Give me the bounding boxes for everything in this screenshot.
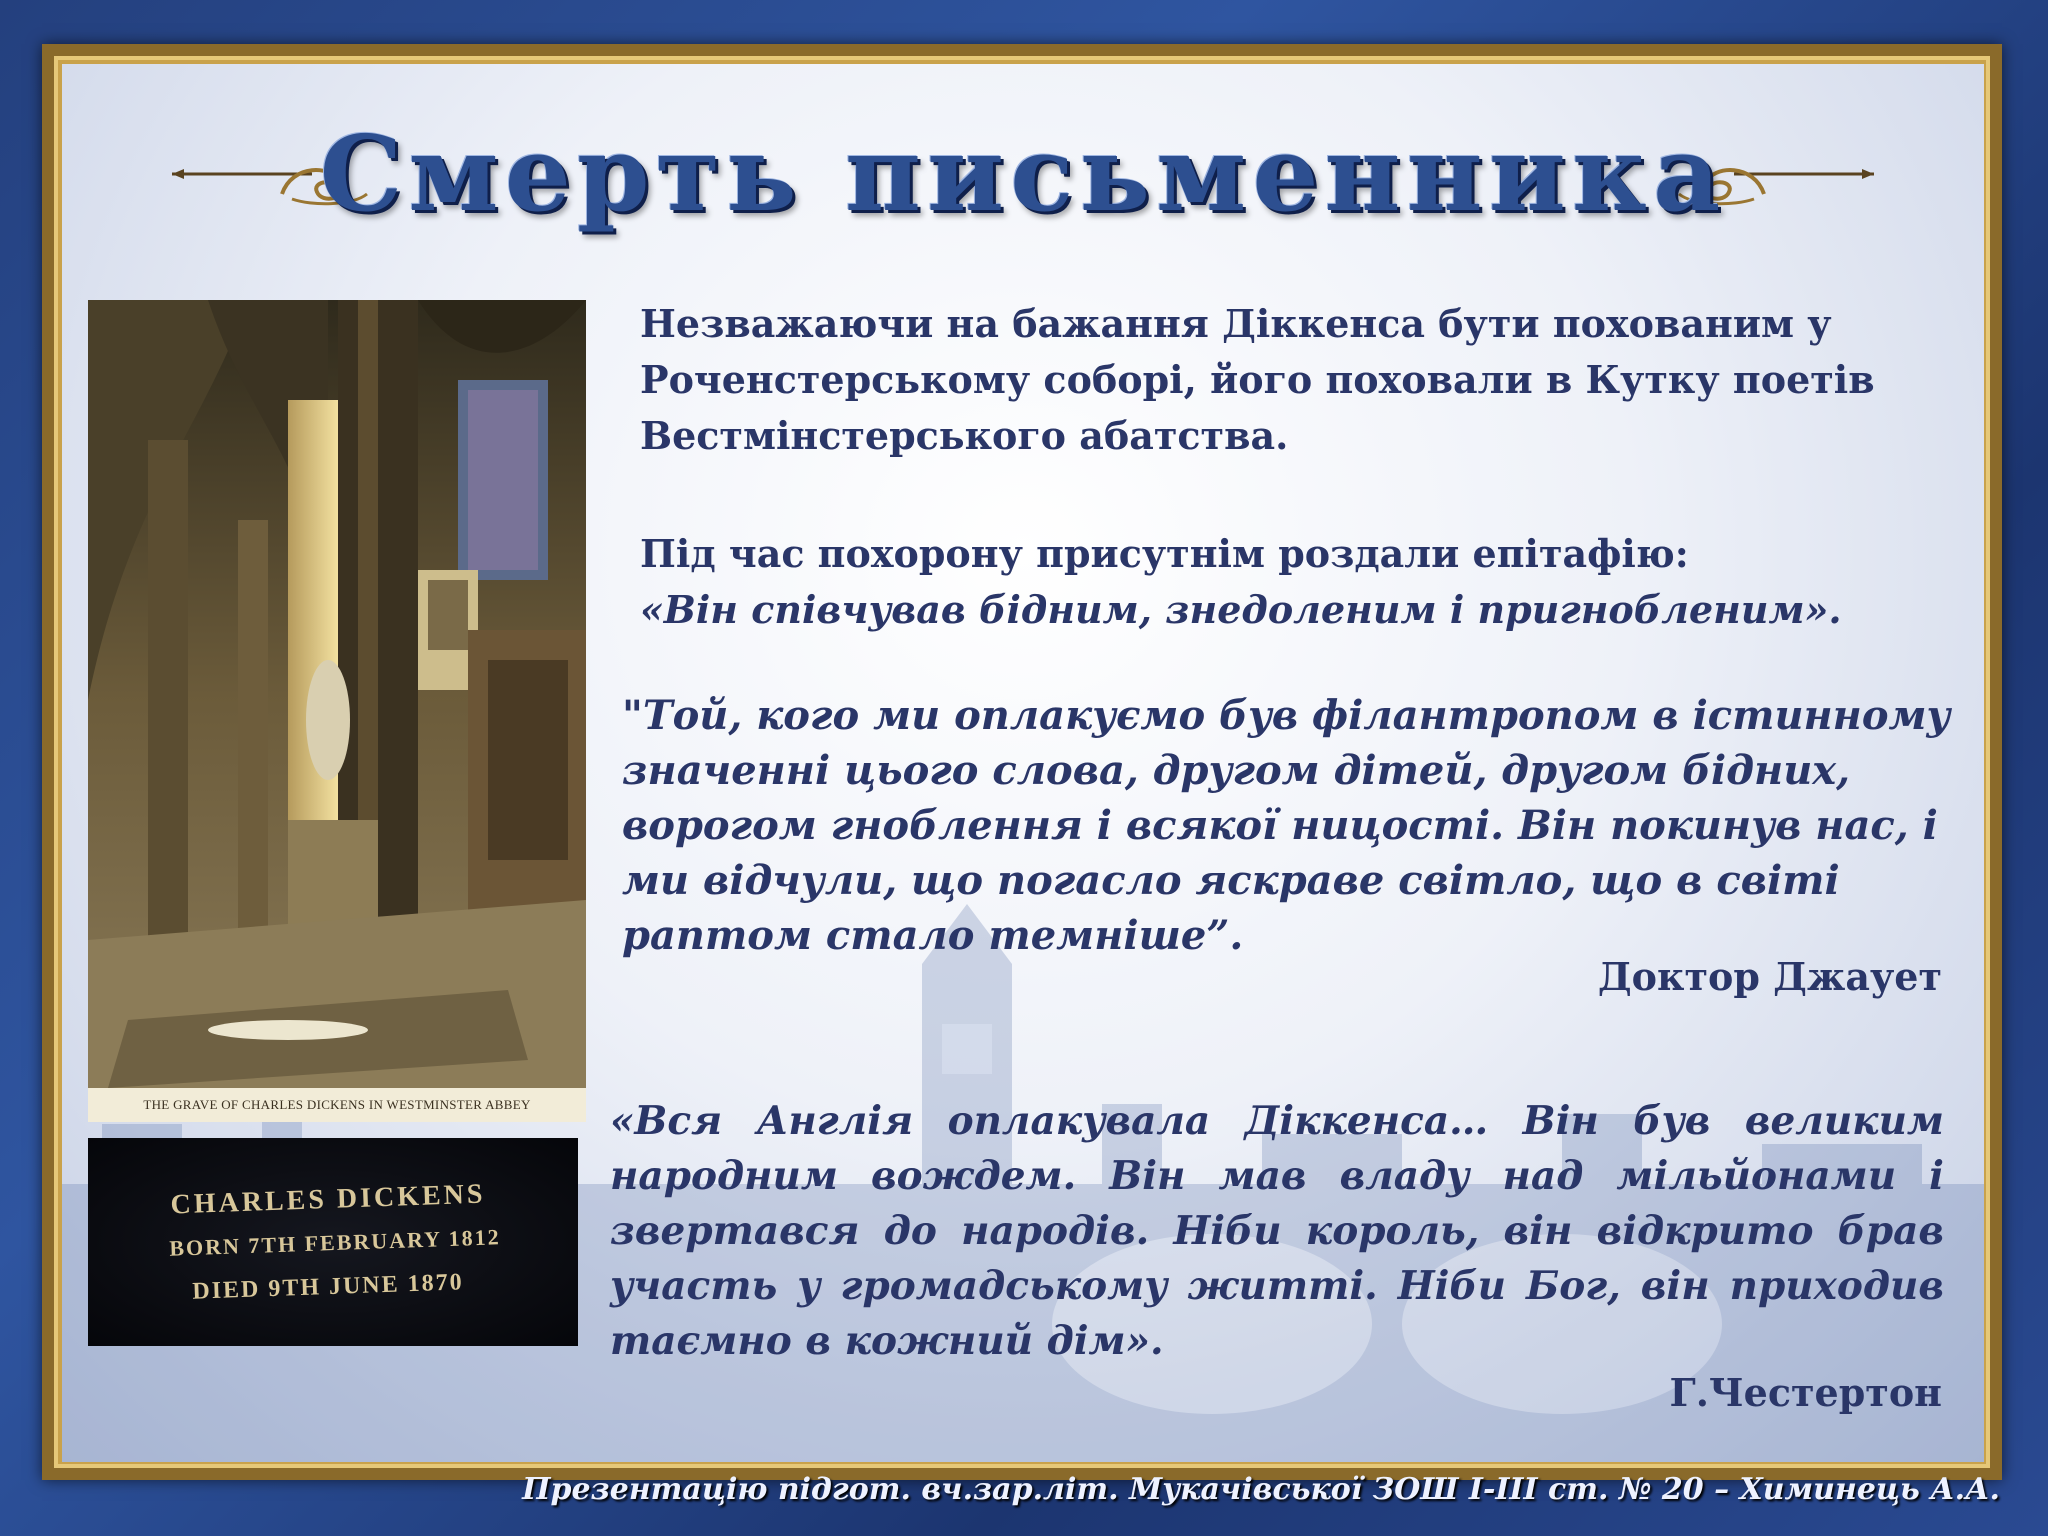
plaque-name: CHARLES DICKENS [170, 1178, 486, 1221]
jowett-quote: "Той, кого ми оплакуємо був філантропом в істинному значенні цього слова, другом дітей, другом бідних, ворогом гноблення і всякої ницості. Він покинув нас, і ми відчули, що погасло яскраве світло, що в світі раптом стало темніше”. [622, 692, 1951, 959]
chesterton-author: Г.Честертон [1669, 1370, 1942, 1415]
burial-paragraph: Незважаючи на бажання Діккенса бути похованим у Роченстерському соборі, його поховали в Кутку поетів Вестмінстерського абатства. [640, 301, 1875, 458]
presentation-credit-footer: Презентацію підгот. вч.зар.літ. Мукачівської ЗОШ I-III ст. № 20 – Химинець А.А. [522, 1472, 2000, 1507]
jowett-author: Доктор Джаует [1597, 954, 1942, 999]
slide-panel [62, 64, 1984, 1462]
plaque-born: BORN 7TH FEBRUARY 1812 [168, 1224, 502, 1261]
photo-caption: THE GRAVE OF CHARLES DICKENS IN WESTMINSTER ABBEY [143, 1097, 531, 1112]
epitaph-quote: «Він співчував бідним, знедоленим і пригнобленим». [640, 587, 1842, 632]
chesterton-quote: «Вся Англія оплакувала Діккенса… Він був великим народним вождем. Він мав владу над мільйонами і звертався до народів. Ніби король, він відкрито брав участь у громадському житті. Ніби Бог, він приходив таємно в кожний дім». [610, 1098, 1944, 1364]
grave-plaque-photo [88, 1138, 578, 1346]
westminster-abbey-photo [88, 300, 586, 1122]
epitaph-intro: Під час похорону присутнім роздали епітафію: [640, 531, 1689, 576]
slide-title: Смерть письменника [319, 112, 1727, 235]
epitaph-paragraph [640, 526, 1980, 638]
abbey-illustration [88, 300, 586, 1088]
plaque-died: DIED 9TH JUNE 1870 [191, 1269, 465, 1305]
